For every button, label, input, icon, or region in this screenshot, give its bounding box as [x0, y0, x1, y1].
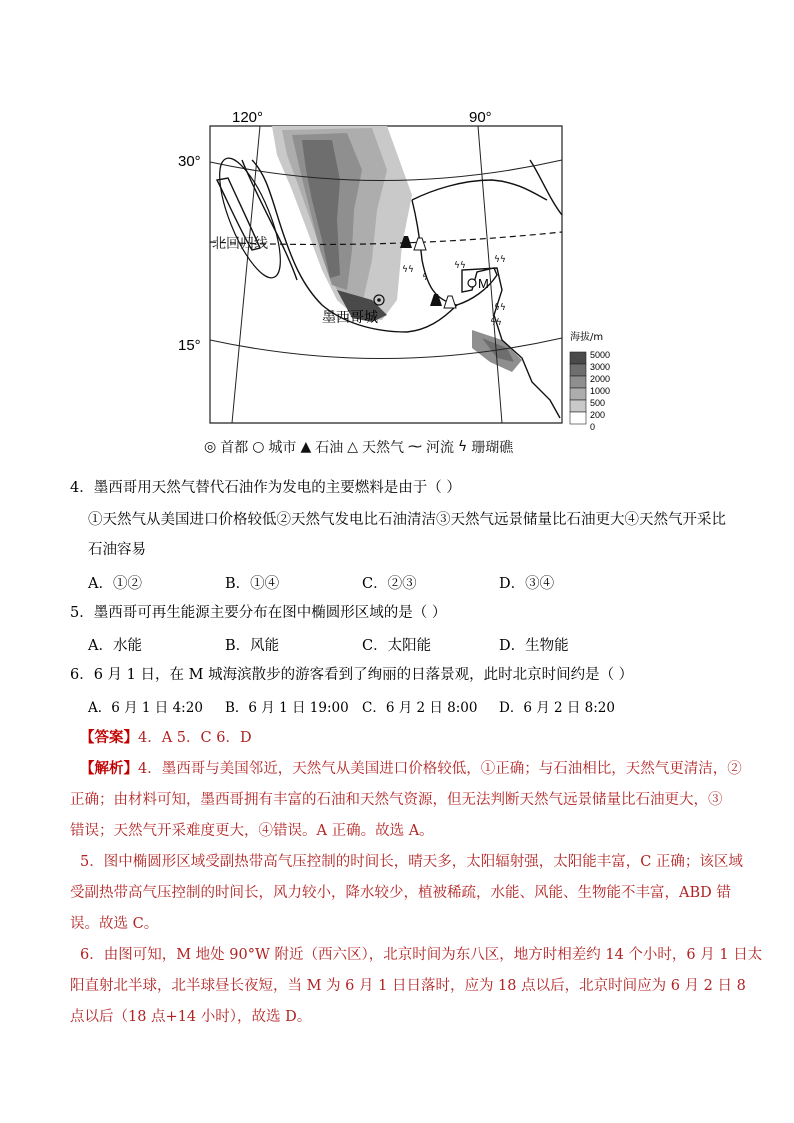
capital-icon: ◎: [204, 439, 217, 455]
gas-icon: △: [347, 439, 358, 455]
answer-text: 4．A 5．C 6．D: [138, 730, 252, 746]
map-symbol-legend: [204, 435, 513, 459]
coral-icon: ϟ: [458, 439, 468, 455]
option-a: A．水能: [88, 638, 142, 654]
legend-city: 城市: [268, 440, 297, 456]
analysis-4-line3: 错误；天然气开采难度更大，④错误。A 正确。故选 A。: [70, 823, 434, 839]
elevation-legend-title: 海拔/m: [570, 332, 604, 343]
city-m-marker-icon: [468, 279, 476, 287]
mexico-map: [172, 100, 622, 465]
analysis-5-line3: 误。故选 C。: [70, 916, 159, 932]
svg-text:200: 200: [590, 410, 606, 420]
option-a: A．①②: [88, 576, 142, 592]
analysis-5-line1: 5．图中椭圆形区域受副热带高气压控制的时间长，晴天多，太阳辐射强，太阳能丰富，C 正确；该区域: [80, 854, 743, 870]
svg-text:ϟϟ: ϟϟ: [402, 265, 414, 275]
question-4-line2: 石油容易: [88, 542, 146, 558]
mexico-map-figure: [172, 100, 622, 465]
analysis-6-line2: 阳直射北半球，北半球昼长夜短，当 M 为 6 月 1 日日落时，应为 18 点以后，北京时间应为 6 月 2 日 8: [70, 978, 746, 994]
svg-text:500: 500: [590, 398, 606, 408]
answer-line: [80, 728, 252, 748]
analysis-tag: 【解析】: [80, 760, 138, 777]
analysis-4-line1: 【解析】4．墨西哥与美国邻近，天然气从美国进口价格较低，①正确；与石油相比，天然气更清洁，②: [80, 760, 742, 777]
legend-gas: 天然气: [362, 440, 404, 456]
option-b: B．①④: [225, 576, 280, 592]
legend-oil: 石油: [315, 440, 344, 456]
option-c: C．6 月 2 日 8:00: [362, 700, 478, 716]
question-4-line1: ①天然气从美国进口价格较低②天然气发电比石油清洁③天然气远景储量比石油更大④天然气开采比: [88, 512, 726, 528]
option-c: C．②③: [362, 576, 417, 592]
question-6-options: [88, 696, 636, 716]
svg-text:ϟϟ: ϟϟ: [494, 255, 506, 265]
analysis-6-line3: 点以后（18 点+14 小时），故选 D。: [70, 1009, 312, 1025]
lon-label-120: 120°: [232, 109, 264, 126]
question-6-stem: 6．6 月 1 日，在 M 城海滨散步的游客看到了绚丽的日落景观，此时北京时间约是（ ）: [70, 667, 634, 683]
tropic-label: 北回归线: [212, 236, 268, 252]
svg-text:5000: 5000: [590, 350, 611, 360]
option-d: D．6 月 2 日 8:20: [499, 700, 615, 716]
legend-river: 河流: [426, 440, 454, 456]
capital-label: 墨西哥城: [322, 310, 378, 326]
river-icon: ⁓: [408, 439, 422, 455]
svg-text:3000: 3000: [590, 362, 611, 372]
city-m-label: M: [478, 276, 489, 291]
option-c: C．太阳能: [362, 638, 432, 654]
svg-text:ϟϟ: ϟϟ: [454, 261, 466, 271]
option-a: A．6 月 1 日 4:20: [88, 700, 203, 716]
svg-text:ϟϟ: ϟϟ: [490, 318, 502, 328]
lat-label-30: 30°: [178, 153, 201, 170]
svg-text:ϟϟ: ϟϟ: [494, 303, 506, 313]
legend-coral: 珊瑚礁: [471, 440, 514, 456]
svg-text:ϟ: ϟ: [422, 273, 428, 283]
lon-label-90: 90°: [469, 109, 492, 126]
answer-tag: 【答案】: [80, 729, 138, 746]
analysis-6-line1: 6．由图可知，M 地处 90°W 附近（西六区），北京时间为东八区，地方时相差约 14 个小时，6 月 1 日太: [80, 947, 763, 963]
option-d: D．③④: [499, 576, 555, 592]
legend-capital: 首都: [220, 440, 249, 456]
svg-text:2000: 2000: [590, 374, 611, 384]
city-icon: ○: [252, 439, 265, 455]
question-5-stem: 5．墨西哥可再生能源主要分布在图中椭圆形区域的是（ ）: [70, 605, 447, 621]
analysis-5-line2: 受副热带高气压控制的时间长，风力较小，降水较少，植被稀疏，水能、风能、生物能不丰富，ABD 错: [70, 885, 731, 901]
option-b: B．风能: [225, 638, 280, 654]
lat-label-15: 15°: [178, 337, 201, 354]
question-5-options: [88, 634, 636, 655]
option-d: D．生物能: [499, 638, 569, 654]
question-4-options: [88, 572, 636, 593]
svg-text:1000: 1000: [590, 386, 611, 396]
question-4-stem: 4．墨西哥用天然气替代石油作为发电的主要燃料是由于（ ）: [70, 480, 461, 496]
option-b: B．6 月 1 日 19:00: [225, 700, 349, 716]
elevation-legend: [570, 330, 610, 432]
analysis-4-line2: 正确；由材料可知，墨西哥拥有丰富的石油和天然气资源，但无法判断天然气远景储量比石油更大，③: [70, 792, 723, 808]
svg-text:0: 0: [590, 422, 596, 432]
oil-icon: ▲: [300, 439, 312, 455]
